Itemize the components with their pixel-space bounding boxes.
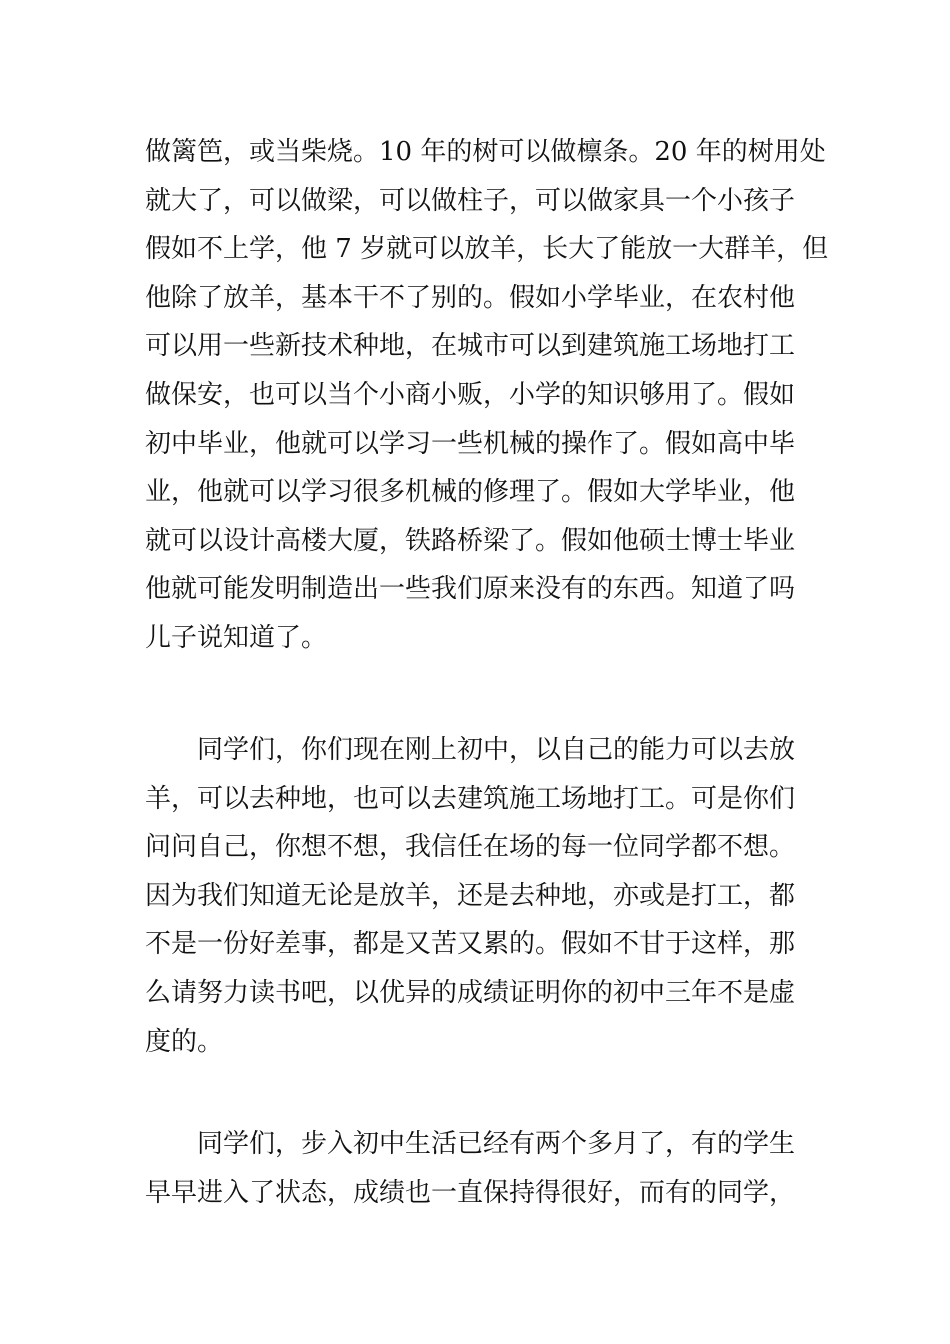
text-line: 假如不上学，他 7 岁就可以放羊，长大了能放一大群羊，但	[145, 234, 829, 265]
paragraph-3	[145, 1120, 825, 1217]
text-line: 就大了，可以做梁，可以做柱子，可以做家具一个小孩子	[145, 185, 796, 216]
text-line: 就可以设计高楼大厦，铁路桥梁了。假如他硕士博士毕业	[145, 525, 796, 556]
paragraph-1	[145, 128, 829, 663]
text-line: 度的。	[145, 1026, 224, 1057]
text-line: 羊，可以去种地，也可以去建筑施工场地打工。可是你们	[145, 783, 796, 814]
text-line: 做篱笆，或当柴烧。10 年的树可以做檩条。20 年的树用处	[145, 137, 826, 167]
text-line: 早早进入了状态，成绩也一直保持得很好，而有的同学，	[145, 1177, 796, 1208]
text-line: 业，他就可以学习很多机械的修理了。假如大学毕业，他	[145, 477, 796, 508]
text-line: 问问自己，你想不想，我信任在场的每一位同学都不想。	[145, 832, 796, 863]
text-line: 初中毕业，他就可以学习一些机械的操作了。假如高中毕	[145, 428, 796, 459]
text-line: 他就可能发明制造出一些我们原来没有的东西。知道了吗	[145, 574, 796, 605]
text-line: 同学们，你们现在刚上初中，以自己的能力可以去放	[145, 735, 796, 765]
paragraph-2	[145, 726, 825, 1066]
text-line: 不是一份好差事，都是又苦又累的。假如不甘于这样，那	[145, 929, 796, 960]
text-line: 儿子说知道了。	[145, 622, 328, 653]
text-line: 因为我们知道无论是放羊，还是去种地，亦或是打工，都	[145, 880, 796, 911]
text-line: 同学们，步入初中生活已经有两个多月了，有的学生	[145, 1129, 796, 1159]
text-line: 可以用一些新技术种地，在城市可以到建筑施工场地打工	[145, 331, 796, 362]
text-line: 他除了放羊，基本干不了别的。假如小学毕业，在农村他	[145, 282, 796, 313]
text-line: 么请努力读书吧，以优异的成绩证明你的初中三年不是虚	[145, 977, 796, 1008]
text-line: 做保安，也可以当个小商小贩，小学的知识够用了。假如	[145, 379, 796, 410]
